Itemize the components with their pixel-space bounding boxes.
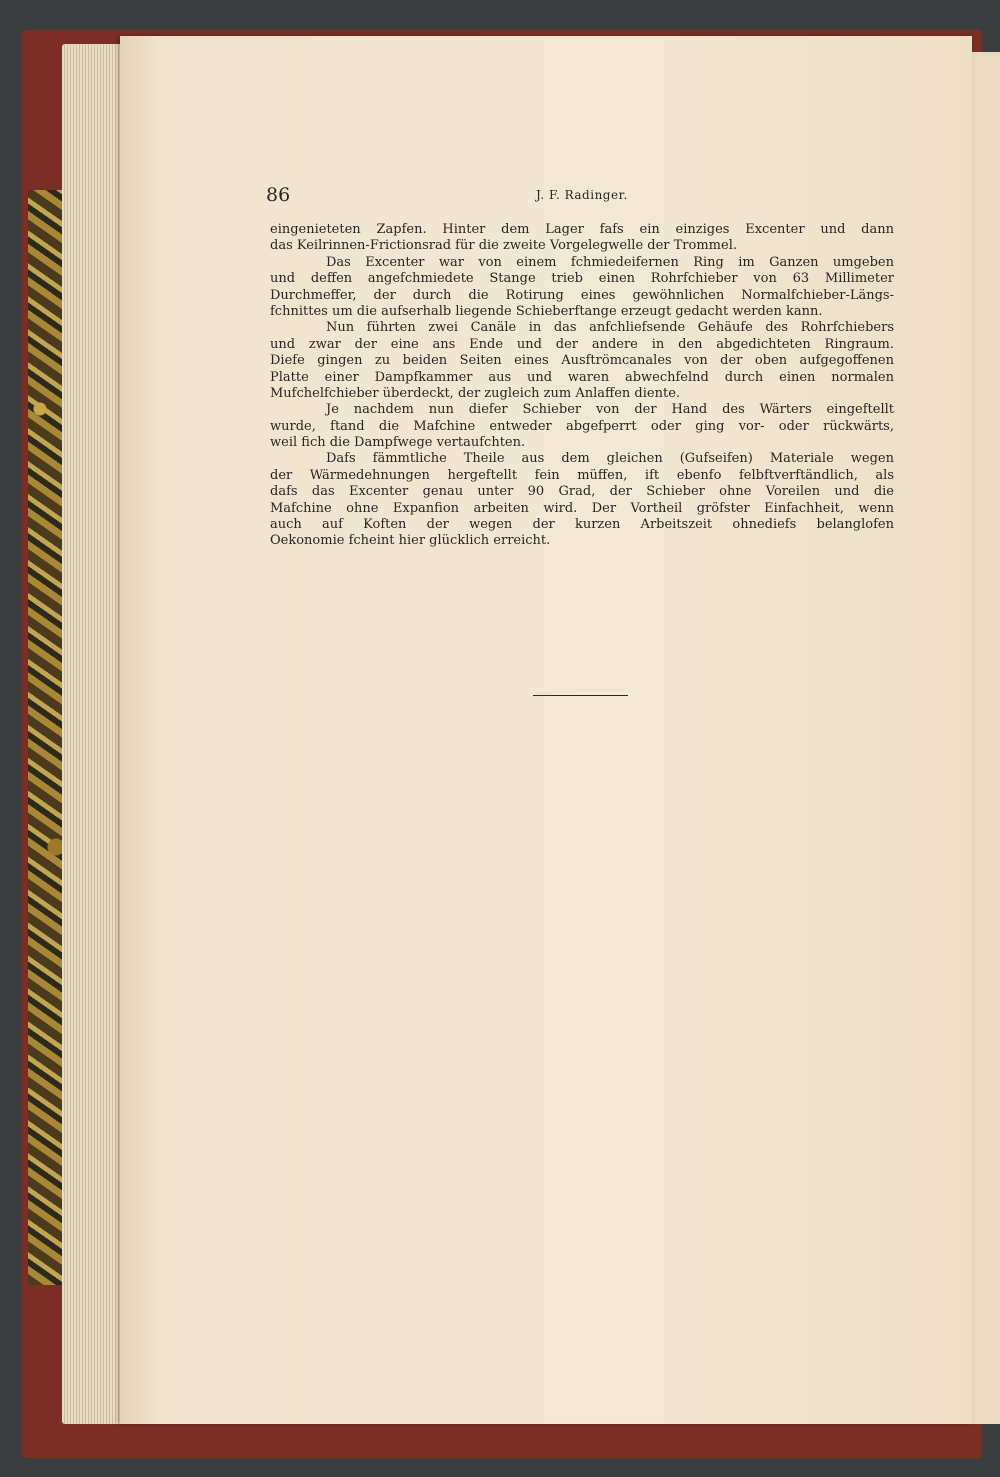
text-line: Nun führten zwei Canäle in das anfchliefsende Gehäufe des Rohrfchiebers xyxy=(326,320,894,336)
text-line: dafs das Excenter genau unter 90 Grad, der Schieber ohne Voreilen und die xyxy=(270,484,894,500)
text-line: Das Excenter war von einem fchmiedeifernen Ring im Ganzen umgeben xyxy=(326,254,894,270)
section-end-rule xyxy=(533,695,628,696)
text-line: Dafs fämmtliche Theile aus dem gleichen (Gufseifen) Materiale wegen xyxy=(326,451,894,467)
text-line: und deffen angefchmiedete Stange trieb einen Rohrfchieber von 63 Millimeter xyxy=(270,271,894,287)
text-line: eingenieteten Zapfen. Hinter dem Lager fafs ein einziges Excenter und dann xyxy=(270,222,894,237)
text-line: Diefe gingen zu beiden Seiten eines Ausftrömcanales von der oben aufgegoffenen xyxy=(270,353,894,369)
text-line: das Keilrinnen-Frictionsrad für die zweite Vorgelegwelle der Trommel. xyxy=(270,238,737,254)
text-line: und zwar der eine ans Ende und der andere in den abgedichteten Ringraum. xyxy=(270,336,894,352)
text-line: Platte einer Dampfkammer aus und waren abwechfelnd durch einen normalen xyxy=(270,369,894,385)
page-header xyxy=(266,184,894,208)
text-line: der Wärmedehnungen hergeftellt fein müffen, ift ebenfo felbftverftändlich, als xyxy=(270,467,894,483)
page-number: 86 xyxy=(266,184,291,206)
text-line: Durchmeffer, der durch die Rotirung eines gewöhnlichen Normalfchieber-Längs- xyxy=(270,287,894,303)
text-line: Oekonomie fcheint hier glücklich erreicht. xyxy=(270,533,551,549)
facing-page-edge xyxy=(968,52,1000,1424)
text-line: wurde, ftand die Mafchine entweder abgefperrt oder ging vor- oder rückwärts, xyxy=(270,418,894,434)
text-line: Mufchelfchieber überdeckt, der zugleich zum Anlaffen diente. xyxy=(270,385,681,401)
text-line: Mafchine ohne Expanfion arbeiten wird. Der Vortheil gröfster Einfachheit, wenn xyxy=(270,500,894,516)
text-line: weil fich die Dampfwege vertaufchten. xyxy=(270,435,526,451)
body-text xyxy=(270,222,894,550)
text-line: Je nachdem nun diefer Schieber von der Hand des Wärters eingeftellt xyxy=(326,402,894,418)
text-line: auch auf Koften der wegen der kurzen Arbeitszeit ohnediefs belanglofen xyxy=(270,517,894,533)
text-line: fchnittes um die aufserhalb liegende Schieberftange erzeugt gedacht werden kann. xyxy=(270,303,823,319)
running-head: J. F. Radinger. xyxy=(536,188,628,202)
